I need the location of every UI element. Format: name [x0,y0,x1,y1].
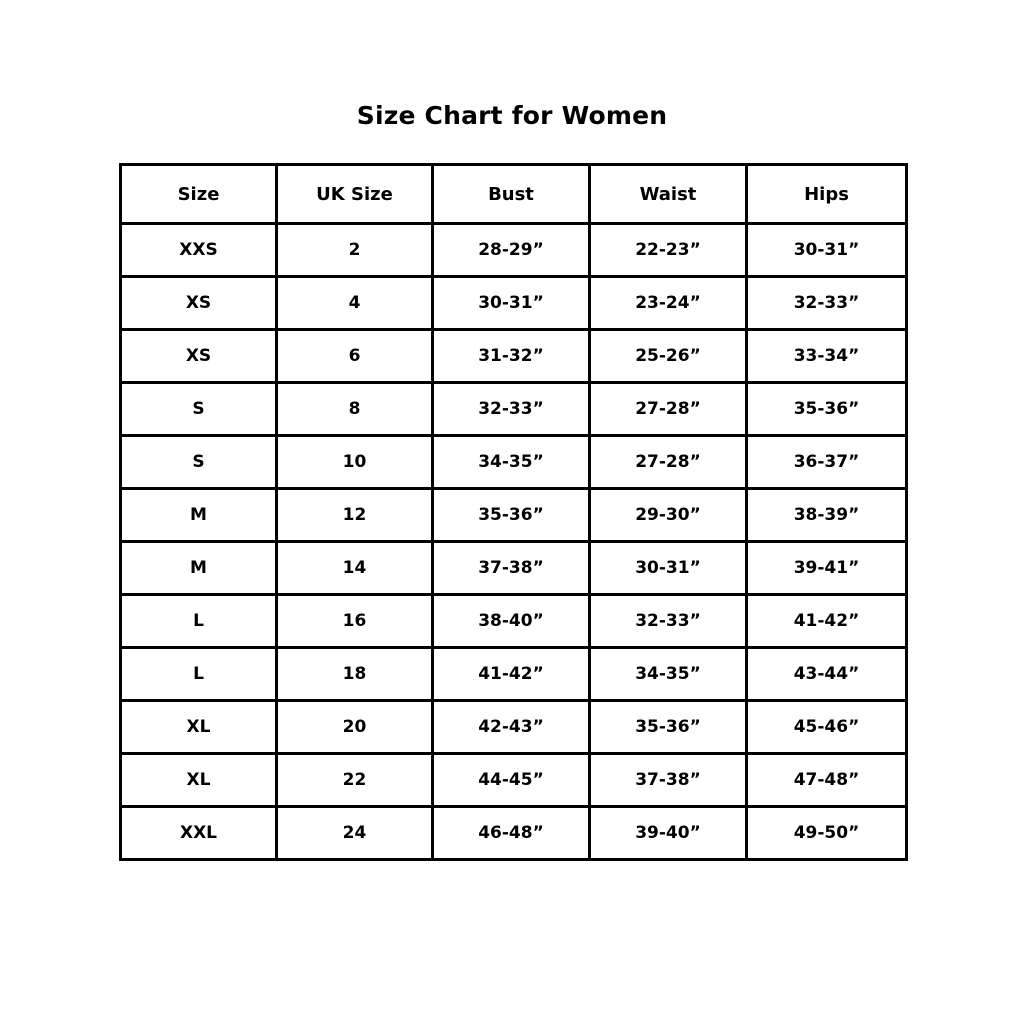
table-row [121,807,907,860]
cell-uk-size: 20 [277,701,433,754]
table-row [121,330,907,383]
column-header-bust: Bust [433,165,590,224]
cell-bust: 31-32” [433,330,590,383]
cell-size: XL [121,701,277,754]
cell-uk-size: 12 [277,489,433,542]
cell-hips: 39-41” [747,542,907,595]
cell-hips: 36-37” [747,436,907,489]
table-row [121,648,907,701]
cell-uk-size: 16 [277,595,433,648]
size-chart-table [119,163,908,861]
cell-waist: 30-31” [590,542,747,595]
cell-waist: 27-28” [590,436,747,489]
table-header-row [121,165,907,224]
cell-bust: 37-38” [433,542,590,595]
cell-size: XL [121,754,277,807]
cell-hips: 38-39” [747,489,907,542]
cell-size: M [121,489,277,542]
cell-size: L [121,595,277,648]
cell-uk-size: 2 [277,224,433,277]
cell-bust: 35-36” [433,489,590,542]
column-header-waist: Waist [590,165,747,224]
cell-uk-size: 4 [277,277,433,330]
cell-size: XS [121,277,277,330]
cell-waist: 39-40” [590,807,747,860]
table-row [121,701,907,754]
cell-waist: 22-23” [590,224,747,277]
cell-size: S [121,436,277,489]
cell-waist: 35-36” [590,701,747,754]
cell-bust: 30-31” [433,277,590,330]
cell-hips: 47-48” [747,754,907,807]
cell-uk-size: 22 [277,754,433,807]
column-header-hips: Hips [747,165,907,224]
cell-bust: 41-42” [433,648,590,701]
cell-uk-size: 6 [277,330,433,383]
cell-waist: 27-28” [590,383,747,436]
table-row [121,542,907,595]
cell-bust: 32-33” [433,383,590,436]
cell-size: XXL [121,807,277,860]
cell-size: L [121,648,277,701]
cell-bust: 44-45” [433,754,590,807]
cell-bust: 38-40” [433,595,590,648]
cell-hips: 43-44” [747,648,907,701]
cell-uk-size: 14 [277,542,433,595]
cell-waist: 34-35” [590,648,747,701]
cell-uk-size: 10 [277,436,433,489]
cell-hips: 35-36” [747,383,907,436]
page-title: Size Chart for Women [356,101,668,130]
cell-uk-size: 18 [277,648,433,701]
cell-waist: 37-38” [590,754,747,807]
cell-waist: 23-24” [590,277,747,330]
table-row [121,277,907,330]
cell-size: S [121,383,277,436]
cell-bust: 28-29” [433,224,590,277]
table-row [121,436,907,489]
cell-bust: 46-48” [433,807,590,860]
cell-hips: 49-50” [747,807,907,860]
table-row [121,595,907,648]
cell-uk-size: 8 [277,383,433,436]
size-chart-table-container [119,163,905,861]
cell-size: XXS [121,224,277,277]
cell-size: XS [121,330,277,383]
cell-bust: 34-35” [433,436,590,489]
cell-hips: 41-42” [747,595,907,648]
cell-hips: 33-34” [747,330,907,383]
cell-waist: 32-33” [590,595,747,648]
cell-uk-size: 24 [277,807,433,860]
column-header-uk-size: UK Size [277,165,433,224]
cell-hips: 45-46” [747,701,907,754]
table-row [121,754,907,807]
cell-waist: 29-30” [590,489,747,542]
cell-waist: 25-26” [590,330,747,383]
table-row [121,489,907,542]
cell-bust: 42-43” [433,701,590,754]
column-header-size: Size [121,165,277,224]
table-row [121,224,907,277]
table-row [121,383,907,436]
cell-hips: 30-31” [747,224,907,277]
cell-hips: 32-33” [747,277,907,330]
cell-size: M [121,542,277,595]
